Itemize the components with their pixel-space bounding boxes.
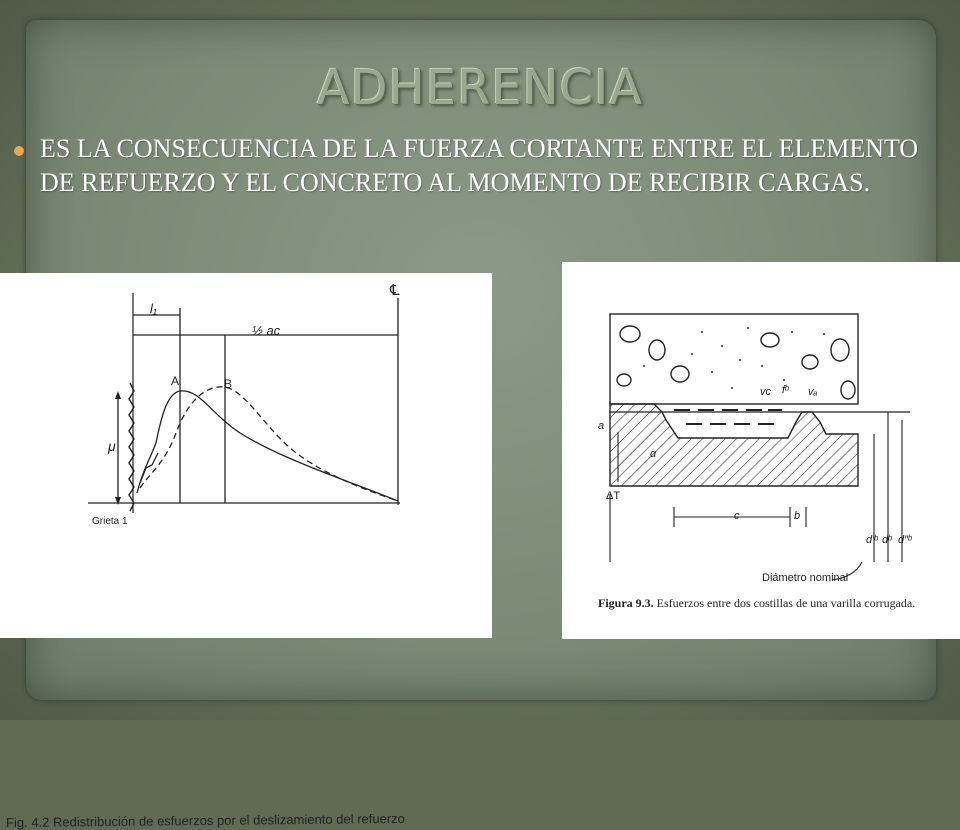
label-delta-t: ΔT — [606, 490, 621, 502]
bullet-dot — [14, 146, 24, 156]
label-a: a — [598, 420, 605, 432]
label-fb: fᵇ — [782, 384, 789, 396]
label-db-double: d″ᵇ — [898, 534, 912, 546]
label-l1: l₁ — [150, 301, 157, 316]
label-va: vₐ — [808, 386, 818, 398]
label-vc: vᴄ — [760, 386, 771, 398]
label-crack: Grieta 1 — [92, 516, 128, 527]
bullet-text: ES LA CONSECUENCIA DE LA FUERZA CORTANTE ENTRE EL ELEMENTO DE REFUERZO Y EL CONCRETO AL MOMENTO DE RECIBIR CARGAS. — [40, 134, 919, 197]
label-curve-b: B — [224, 377, 233, 391]
label-db: dᵇ — [882, 534, 892, 546]
figure-stress-redistribution — [0, 273, 492, 830]
bar-section-diagram — [562, 262, 960, 639]
figure1-caption: Fig. 4.2 Redistribución de esfuerzos por el deslizamiento del refuerzo — [5, 810, 405, 830]
figure2-caption — [598, 596, 915, 611]
label-b: b — [794, 510, 801, 522]
label-nominal-diameter: Diámetro nominal — [762, 572, 849, 584]
stress-diagram — [0, 273, 492, 638]
label-mu: μ — [108, 438, 116, 454]
label-db-prime: d′ᵇ — [866, 534, 878, 546]
label-centerline: ℄ — [390, 282, 400, 299]
figure2-caption-number: Figura 9.3. — [598, 596, 654, 610]
figure-corrugated-bar — [562, 262, 960, 639]
label-alpha: α — [650, 448, 657, 460]
label-half-ac: ½ aᴄ — [252, 323, 281, 338]
figure2-caption-text: Esfuerzos entre dos costillas de una varilla corrugada. — [656, 596, 916, 610]
label-curve-a: A — [171, 374, 180, 388]
slide-title: ADHERENCIA — [316, 60, 644, 116]
label-c: c — [734, 510, 740, 522]
